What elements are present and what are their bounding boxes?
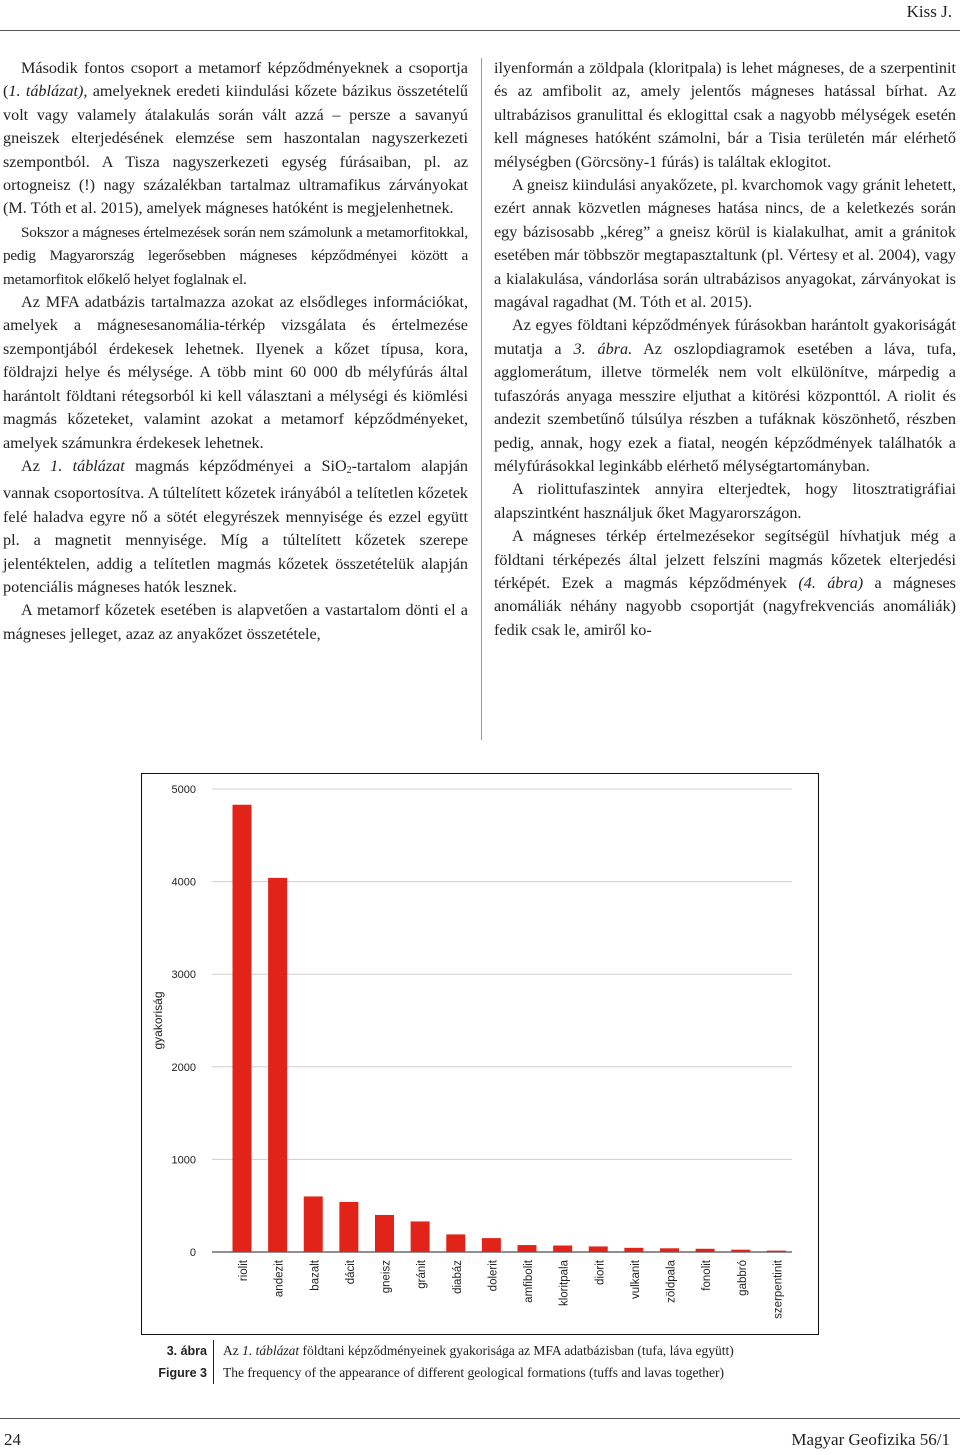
y-tick-label: 4000: [171, 876, 196, 889]
bar-fonolit: [696, 1249, 715, 1252]
x-tick-label: gránit: [416, 1260, 429, 1289]
footer-rule: [0, 1418, 960, 1419]
y-tick-label: 3000: [171, 969, 196, 982]
x-tick-label: bazalt: [309, 1260, 322, 1291]
running-head-author: Kiss J.: [906, 2, 952, 21]
x-tick-label: gneisz: [380, 1260, 393, 1294]
bar-dolerit: [482, 1238, 501, 1252]
x-tick-label: vulkanit: [629, 1260, 642, 1299]
paragraph: A mágneses térkép értelmezésekor segítségül hívhatjuk még a földtani térképezés által jelzett felszíni magmás kőzetek elterjedési térképét. Ezek a magmás képződmények (4. ábra) a mágneses anomáliák néhány nagyobb csoportját (nagyfrekvenciás anomáliák) fedik csak le, amiről ko-: [494, 527, 956, 639]
bar-diorit: [589, 1246, 608, 1252]
x-tick-label: diorit: [594, 1260, 607, 1285]
bar-gránit: [411, 1221, 430, 1252]
journal-name: Magyar Geofizika 56/1: [791, 1430, 950, 1449]
bar-vulkanit: [624, 1248, 643, 1252]
x-tick-label: andezit: [273, 1260, 286, 1298]
bar-chart-frame: [141, 773, 819, 1335]
paragraph: A metamorf kőzetek esetében is alapvetően a vastartalom dönti el a mágneses jelleget, azaz az anyakőzet összetétele,: [3, 601, 468, 643]
x-tick-label: dolerit: [487, 1260, 500, 1292]
x-tick-label: amfibolit: [523, 1260, 535, 1303]
bar-dácit: [339, 1202, 358, 1252]
figure-reference: (4. ábra): [798, 573, 864, 592]
bar-amfibolit: [518, 1245, 537, 1252]
frequency-bar-chart: [142, 774, 818, 1334]
y-tick-label: 2000: [171, 1061, 196, 1074]
bar-gneisz: [375, 1215, 394, 1252]
bar-bazalt: [304, 1196, 323, 1252]
caption-text: The frequency of the appearance of different geological formations (tuffs and lavas together): [223, 1365, 725, 1380]
caption-hungarian: [155, 1340, 875, 1362]
column-divider: [481, 58, 482, 740]
x-tick-label: kloritpala: [558, 1260, 571, 1307]
header-rule: [0, 30, 960, 31]
paragraph: A gneisz kiindulási anyakőzete, pl. kvarchomok vagy gránit lehetett, ezért annak közvetlen mágneses hatása nincs, de a keletkezés során egy bázisosabb „kéreg” a gneisz körül is kialakulhat, amit a gránitok esetében már többször megtapasztaltunk (pl. Vértesy et al. 2004), vagy a kialakulása, vándorlása során ultrabázisos anyagokat, zárványokat is magával ragadhat (M. Tóth et al. 2015).: [494, 176, 956, 312]
figure-caption: [155, 1340, 875, 1384]
paragraph: Az egyes földtani képződmények fúrásokban harántolt gyakoriságát mutatja a 3. ábra. Az oszlopdiagramok esetében a láva, tufa, agglomerátum, illetve törmelék nem volt elkülönítve, márpedig a tufaszórás anyaga messzire eljuthat a kitörési központtól. A riolit és andezit szembetűnő túlsúlya részben a tufáknak köszönhető, részben pedig, annak, hogy ezek a fiatal, neogén képződmények találhatók a mélyfúrásokkal leginkább elérhető mélységtartományban.: [494, 316, 956, 475]
y-tick-label: 1000: [171, 1154, 196, 1167]
caption-label: Figure 3: [155, 1362, 214, 1384]
caption-text: Az 1. táblázat földtani képződményeinek gyakorisága az MFA adatbázisban (tufa, láva együtt): [223, 1343, 734, 1358]
x-tick-label: dácit: [344, 1260, 357, 1285]
caption-label: 3. ábra: [155, 1340, 214, 1362]
figure-reference: 3. ábra.: [573, 339, 633, 358]
right-text-column: [494, 57, 956, 642]
paragraph: Második fontos csoport a metamorf képződményeknek a csoportja (1. táblázat), amelyeknek eredeti kiindulási kőzete bázikus összetételű volt vagy valamely átalakulás során vált azzá – persze a savanyú gneiszek elterjedésének elemzése sem haszontalan nagyszerkezeti szempontból. A Tisza nagyszerkezeti egység fúrásaiban, pl. az ortogneisz (!) nagy százalékban tartalmaz ultramafikus zárványokat (M. Tóth et al. 2015), amelyek mágneses hatóként is megjelenhetnek.: [3, 59, 468, 218]
paragraph: A riolittufaszintek annyira elterjedtek, hogy litosztratigráfiai alapszintként használjuk őket Magyarországon.: [494, 480, 956, 522]
paragraph: Az MFA adatbázis tartalmazza azokat az elsődleges információkat, amelyek a mágnesesanomália-térkép vizsgálata és értelmezése szempontjából érdekesek lehetnek. Ilyenek a kőzet típusa, kora, földrajzi helye és mélysége. A több mint 60 000 db mélyfúrás által harántolt földtani rétegsorból ki kell választani a mélységi és kiömlési magmás kőzeteket, valamint azokat a metamorf képződményeket, amelyek számunkra érdekesek lehetnek.: [3, 293, 468, 452]
paragraph: Sokszor a mágneses értelmezések során nem számolunk a metamorfitokkal, pedig Magyarország legerősebben mágneses képződményei között a metamorfitok előkelő helyet foglalnak el.: [3, 223, 468, 288]
bar-diabáz: [446, 1234, 465, 1252]
table-reference: 1. táblázat),: [8, 82, 88, 101]
paragraph: Az 1. táblázat magmás képződményei a SiO$_2$-tartalom alapján vannak csoportosítva. A túltelített kőzetek irányából a telítetlen kőzetek felé haladva egyre nő a sötét elegyrészek mennyisége és ezzel együtt pl. a magnetit mennyisége. Míg a túltelített kőzetek szerepe jelentéktelen, addig a telítetlen magmás kőzetek összetételük alapján potenciális mágneses hatók lesznek.: [3, 456, 469, 596]
y-tick-label: 5000: [171, 784, 196, 796]
x-tick-label: diabáz: [451, 1260, 464, 1294]
bar-andezit: [268, 878, 287, 1252]
x-tick-label: fonolit: [701, 1260, 714, 1291]
bar-kloritpala: [553, 1246, 572, 1252]
table-reference: 1. táblázat: [50, 456, 125, 475]
caption-english: [155, 1362, 875, 1384]
x-tick-label: zöldpala: [665, 1260, 678, 1303]
x-tick-label: gabbró: [736, 1260, 749, 1296]
bar-szerpentinit: [767, 1251, 786, 1252]
x-tick-label: riolit: [238, 1260, 250, 1282]
paragraph: ilyenformán a zöldpala (kloritpala) is lehet mágneses, de a szerpentinit és az amfibolit az, amely jelentős mágneses hatással bírhat. Az ultrabázisos granulittal és eklogittal csak a nagyobb mélységek esetén kell mágneses hatóként számolni, bár a Tisia területén már elérhető mélységben (Görcsöny-1 fúrás) is találtak eklogitot.: [494, 59, 956, 171]
bar-gabbró: [731, 1250, 750, 1252]
x-tick-label: szerpentinit: [772, 1260, 785, 1319]
bar-zöldpala: [660, 1248, 679, 1252]
y-axis-label: gyakoriság: [151, 991, 165, 1050]
y-tick-label: 0: [189, 1247, 196, 1259]
bar-riolit: [233, 805, 252, 1252]
left-text-column: [3, 57, 468, 646]
page-number: 24: [4, 1430, 21, 1449]
